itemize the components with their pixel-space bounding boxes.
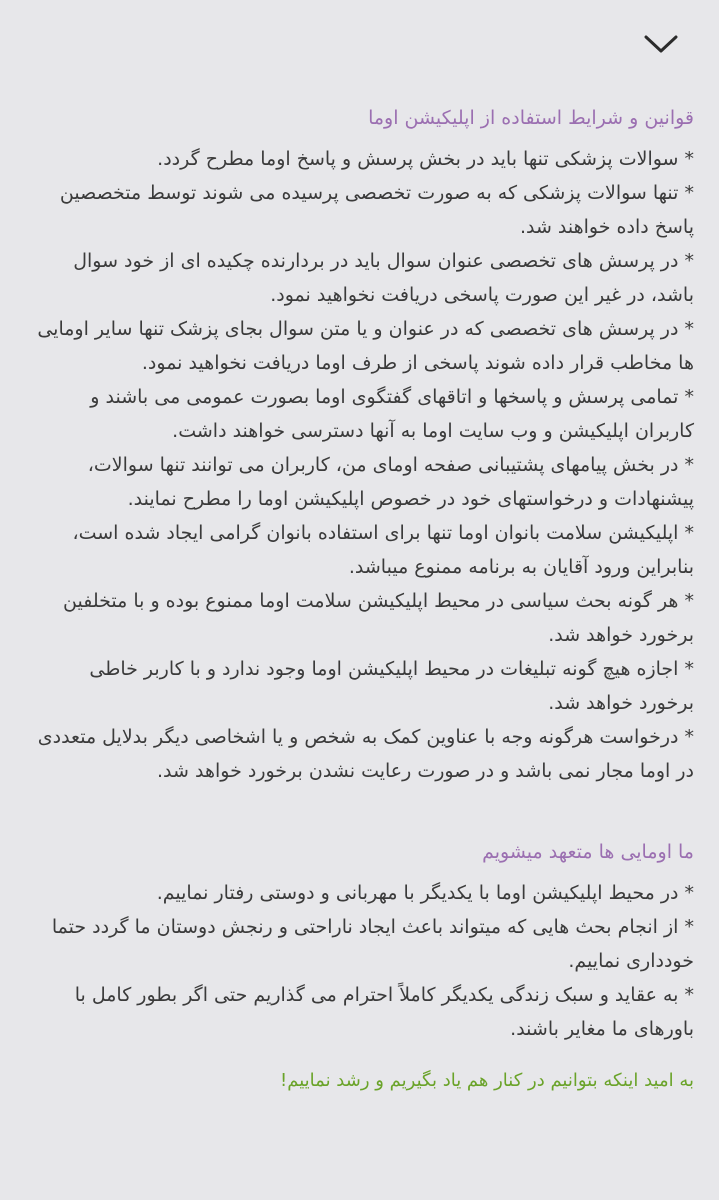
terms-section — [36, 100, 694, 788]
terms-item: * در پرسش های تخصصی که در عنوان و یا متن سوال بجای پزشک تنها سایر اومایی ها مخاطب قرار داده شوند پاسخی از طرف اوما دریافت نخواهید نمود. — [37, 318, 694, 374]
chevron-down-icon — [644, 34, 678, 54]
terms-item: * سوالات پزشکی تنها باید در بخش پرسش و پاسخ اوما مطرح گردد. — [157, 148, 694, 170]
collapse-button[interactable] — [641, 30, 681, 58]
terms-item: * هر گونه بحث سیاسی در محیط اپلیکیشن سلامت اوما ممنوع بوده و با متخلفین برخورد خواهد شد. — [63, 590, 694, 646]
closing-message: به امید اینکه بتوانیم در کنار هم یاد بگیریم و رشد نماییم! — [280, 1070, 694, 1091]
terms-content — [36, 100, 694, 1116]
terms-item: * اجازه هیچ گونه تبلیغات در محیط اپلیکیشن اوما وجود ندارد و با کاربر خاطی برخورد خواهد شد. — [89, 658, 694, 714]
terms-item: * در بخش پیامهای پشتیبانی صفحه اومای من، کاربران می توانند تنها سوالات، پیشنهادات و درخواستهای خود در خصوص اپلیکیشن اوما را مطرح نمایند. — [87, 454, 694, 510]
commitment-item: * در محیط اپلیکیشن اوما با یکدیگر با مهربانی و دوستی رفتار نماییم. — [156, 882, 694, 904]
commitments-section — [36, 834, 694, 1046]
commitment-item: * به عقاید و سبک زندگی یکدیگر کاملاً احترام می گذاریم حتی اگر بطور کامل با باورهای ما مغایر باشند. — [74, 984, 694, 1040]
terms-item: * تنها سوالات پزشکی که به صورت تخصصی پرسیده می شوند توسط متخصصین پاسخ داده خواهند شد. — [59, 182, 694, 238]
commitments-list — [36, 876, 694, 1046]
commitments-title: ما اومایی ها متعهد میشویم — [482, 841, 694, 863]
terms-item: * درخواست هرگونه وجه با عناوین کمک به شخص و یا اشخاصی دیگر بدلایل متعددی در اوما مجار نمی باشد و در صورت رعایت نشدن برخورد خواهد شد. — [37, 726, 694, 782]
terms-item: * اپلیکیشن سلامت بانوان اوما تنها برای استفاده بانوان گرامی ایجاد شده است، بنابراین ورود آقایان به برنامه ممنوع میباشد. — [72, 522, 694, 578]
terms-item: * در پرسش های تخصصی عنوان سوال باید در بردارنده چکیده ای از خود سوال باشد، در غیر این صورت پاسخی دریافت نخواهید نمود. — [73, 250, 694, 306]
terms-list — [36, 142, 694, 788]
terms-item: * تمامی پرسش و پاسخها و اتاقهای گفتگوی اوما بصورت عمومی می باشند و کاربران اپلیکیشن و وب سایت اوما به آنها دسترسی خواهند داشت. — [90, 386, 694, 442]
commitment-item: * از انجام بحث هایی که میتواند باعث ایجاد ناراحتی و رنجش دوستان ما گردد حتما خودداری نماییم. — [51, 916, 694, 972]
terms-title: قوانین و شرایط استفاده از اپلیکیشن اوما — [368, 107, 694, 129]
